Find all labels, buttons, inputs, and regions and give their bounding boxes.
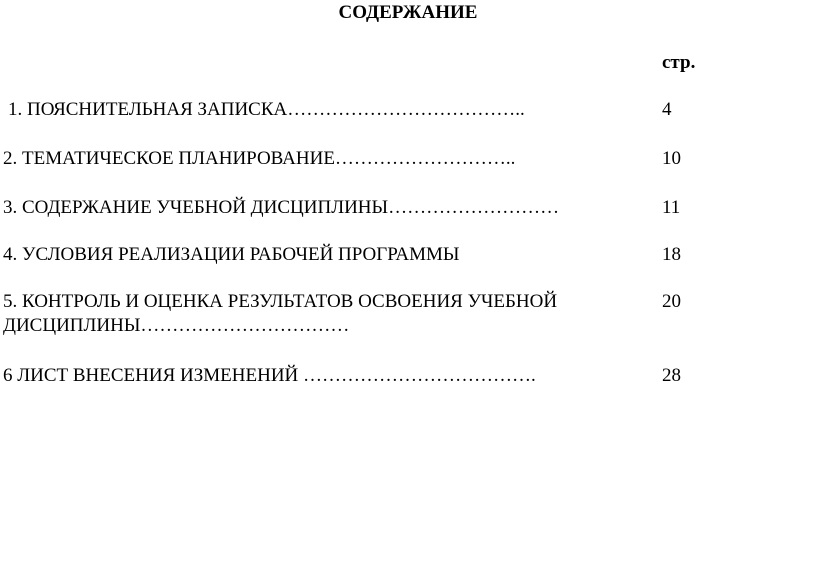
document-title: СОДЕРЖАНИЕ <box>338 2 478 23</box>
toc-entry-title: 6 ЛИСТ ВНЕСЕНИЯ ИЗМЕНЕНИЙ ………………………………. <box>3 365 536 386</box>
toc-entry-page: 11 <box>662 197 681 218</box>
toc-entry-page: 18 <box>662 244 681 265</box>
toc-entry-page: 28 <box>662 365 681 386</box>
toc-entry-page: 4 <box>662 99 672 120</box>
toc-entry-title: 3. СОДЕРЖАНИЕ УЧЕБНОЙ ДИСЦИПЛИНЫ……………………… <box>3 197 560 218</box>
toc-entry-title: 1. ПОЯСНИТЕЛЬНАЯ ЗАПИСКА……………………………….. <box>8 99 525 120</box>
toc-entry-title: 5. КОНТРОЛЬ И ОЦЕНКА РЕЗУЛЬТАТОВ ОСВОЕНИЯ УЧЕБНОЙ <box>3 291 558 312</box>
toc-entry-title: 4. УСЛОВИЯ РЕАЛИЗАЦИИ РАБОЧЕЙ ПРОГРАММЫ <box>3 244 460 265</box>
toc-entry-page: 20 <box>662 291 681 312</box>
page-column-header: стр. <box>662 52 696 73</box>
toc-entry-page: 10 <box>662 148 681 169</box>
toc-entry-title-continuation: ДИСЦИПЛИНЫ…………………………… <box>3 315 350 336</box>
toc-entry-title: 2. ТЕМАТИЧЕСКОЕ ПЛАНИРОВАНИЕ……………………….. <box>3 148 516 169</box>
